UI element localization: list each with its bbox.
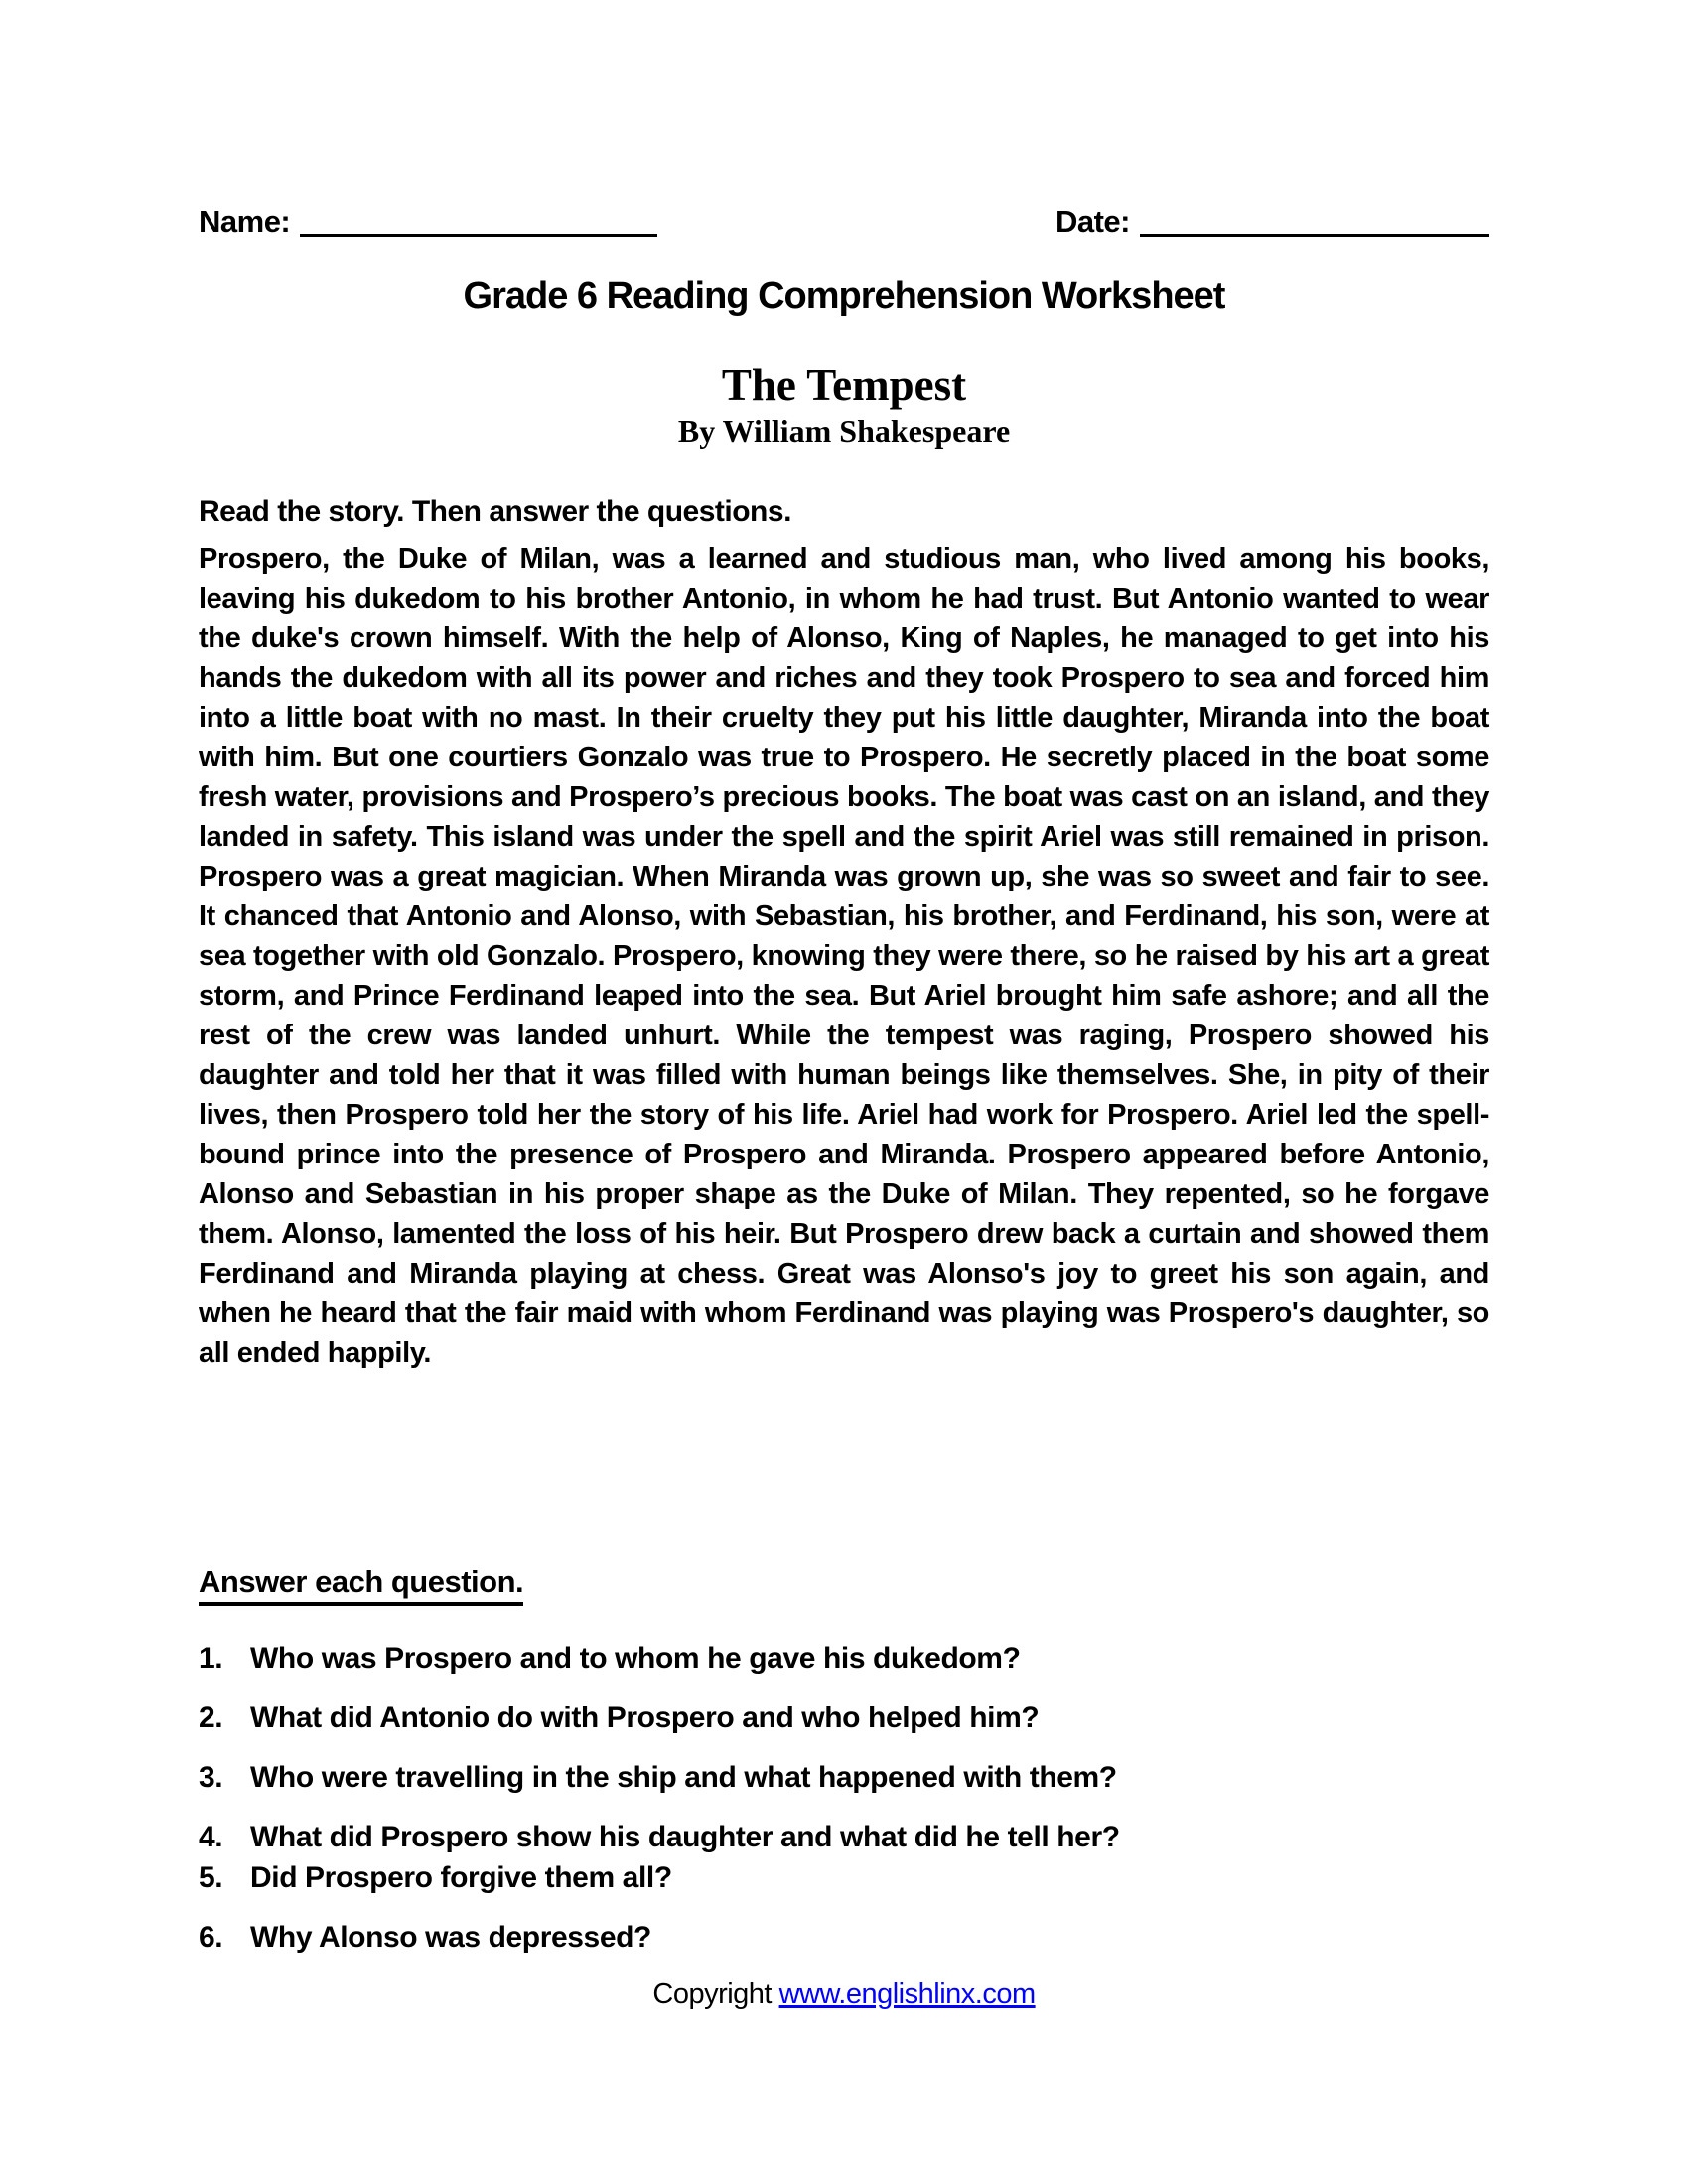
name-date-row xyxy=(199,206,1489,237)
name-label: Name: xyxy=(199,205,291,239)
question-number: 6. xyxy=(199,1921,223,1954)
date-blank-line xyxy=(1140,206,1489,237)
story-author: By William Shakespeare xyxy=(677,413,1011,449)
questions-heading-row xyxy=(199,1565,1489,1600)
question-text: Who were travelling in the ship and what happened with them? xyxy=(250,1761,1117,1794)
copyright-row xyxy=(199,1979,1489,2011)
question-text: What did Antonio do with Prospero and who helped him? xyxy=(250,1702,1040,1734)
question-number: 5. xyxy=(199,1861,223,1894)
question-item xyxy=(199,1700,1489,1737)
question-text: What did Prospero show his daughter and what did he tell her? xyxy=(250,1821,1120,1853)
question-item xyxy=(199,1919,1489,1957)
date-field xyxy=(1055,206,1489,237)
question-item xyxy=(199,1759,1489,1797)
copyright-label: Copyright xyxy=(652,1979,772,2010)
question-item xyxy=(199,1819,1489,1856)
copyright-link[interactable]: www.englishlinx.com xyxy=(778,1979,1036,2010)
question-number: 1. xyxy=(199,1642,223,1675)
name-blank-line xyxy=(300,206,657,237)
question-number: 3. xyxy=(199,1761,223,1794)
question-item xyxy=(199,1859,1489,1897)
question-number: 2. xyxy=(199,1702,223,1734)
question-item xyxy=(199,1640,1489,1678)
story-text: Prospero, the Duke of Milan, was a learned and studious man, who lived among his books, leaving his dukedom to his brother Antonio, in whom he had trust. But Antonio wanted to wear the duke's crown himself. With the help of Alonso, King of Naples, he managed to get into his hands the dukedom with all its power and riches and they took Prospero to sea and forced him into a little boat with no mast. In their cruelty they put his little daughter, Miranda into the boat with him. But one courtiers Gonzalo was true to Prospero. He secretly placed in the boat some fresh water, provisions and Prospero’s precious books. The boat was cast on an island, and they landed in safety. This island was under the spell and the spirit Ariel was still remained in prison. Prospero was a great magician. When Miranda was grown up, she was so sweet and fair to see. It chanced that Antonio and Alonso, with Sebastian, his brother, and Ferdinand, his son, were at sea together with old Gonzalo. Prospero, knowing they were there, so he raised by his art a great storm, and Prince Ferdinand leaped into the sea. But Ariel brought him safe ashore; and all the rest of the crew was landed unhurt. While the tempest was raging, Prospero showed his daughter and told her that it was filled with human beings like themselves. She, in pity of their lives, then Prospero told her the story of his life. Ariel had work for Prospero. Ariel led the spell-bound prince into the presence of Prospero and Miranda. Prospero appeared before Antonio, Alonso and Sebastian in his proper shape as the Duke of Milan. They repented, so he forgave them. Alonso, lamented the loss of his heir. But Prospero drew back a curtain and showed them Ferdinand and Miranda playing at chess. Great was Alonso's joy to greet his son again, and when he heard that the fair maid with whom Ferdinand was playing was Prospero's daughter, so all ended happily. xyxy=(199,543,1489,1369)
question-text: Why Alonso was depressed? xyxy=(250,1921,651,1954)
worksheet-title: Grade 6 Reading Comprehension Worksheet xyxy=(463,275,1225,317)
name-field xyxy=(199,206,657,237)
question-text: Who was Prospero and to whom he gave his dukedom? xyxy=(250,1642,1021,1675)
question-text: Did Prospero forgive them all? xyxy=(250,1861,672,1894)
questions-list xyxy=(199,1640,1489,1957)
story-title: The Tempest xyxy=(721,360,967,410)
story-instructions: Read the story. Then answer the questions. xyxy=(199,495,791,528)
date-label: Date: xyxy=(1055,205,1130,239)
question-number: 4. xyxy=(199,1821,223,1853)
questions-heading: Answer each question. xyxy=(199,1565,523,1606)
worksheet-content xyxy=(199,0,1489,2011)
